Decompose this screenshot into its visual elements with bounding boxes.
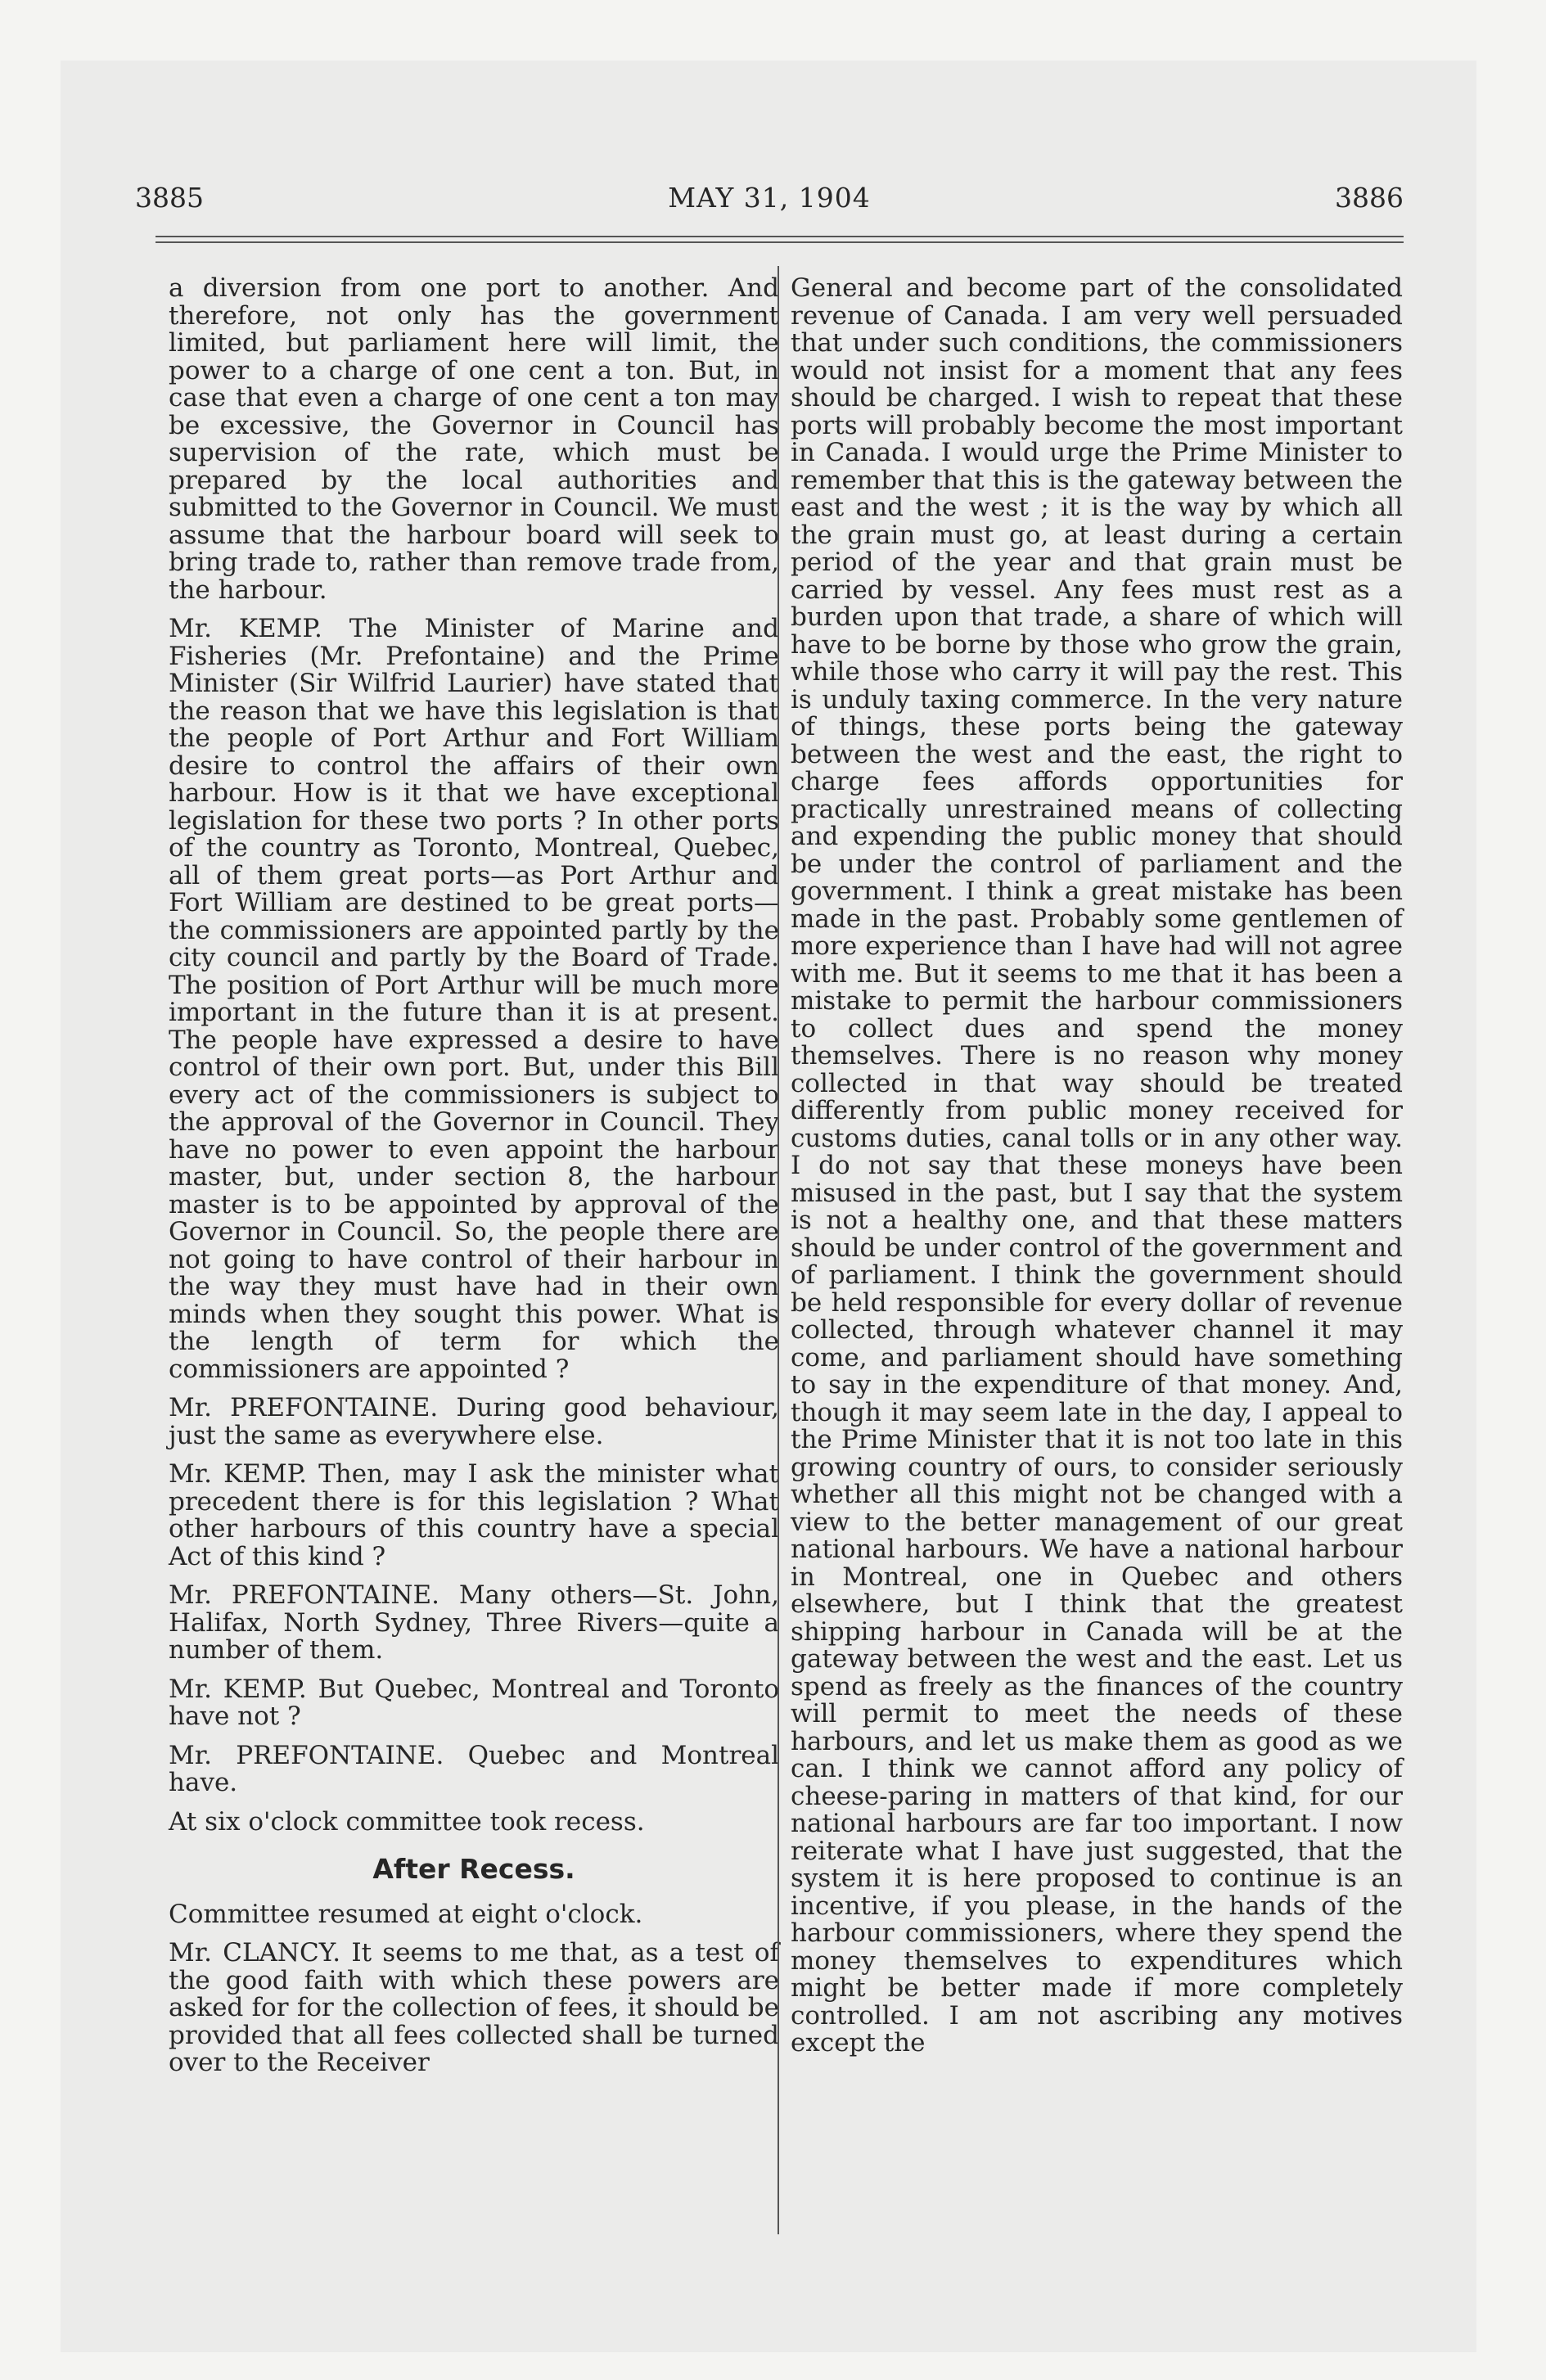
page-date: MAY 31, 1904 [668, 182, 871, 214]
paragraph: Mr. KEMP. Then, may I ask the minister what precedent there is for this legislation ? What other harbours of this country have a special Act of this kind ? [169, 1459, 779, 1571]
paragraph: Committee resumed at eight o'clock. [169, 1899, 643, 1929]
section-heading: After Recess. [372, 1853, 575, 1885]
paragraph: At six o'clock committee took recess. [169, 1806, 645, 1837]
paragraph: Mr. KEMP. The Minister of Marine and Fisheries (Mr. Prefontaine) and the Prime Minister (Sir Wilfrid Laurier) have stated that the reason that we have this legislation is that the people of Port Arthur and Fort William desire to control the affairs of their own harbour. How is it that we have exceptional legislation for these two ports ? In other ports of the country as Toronto, Montreal, Quebec, all of them great ports—as Port Arthur and Fort William are destined to be great ports—the commissioners are appointed partly by the city council and partly by the Board of Trade. The position of Port Arthur will be much more important in the future than it is at present. The people have expressed a desire to have control of their own port. But, under this Bill every act of the commissioners is subject to the approval of the Governor in Council. They have no power to even appoint the harbour master, but, under section 8, the harbour master is to be appointed by approval of the Governor in Council. So, the people there are not going to have control of their harbour in the way they must have had in their own minds when they sought this power. What is the length of term for which the commissioners are appointed ? [169, 614, 779, 1384]
right-column [791, 275, 1403, 2069]
paragraph: Mr. PREFONTAINE. Quebec and Montreal have. [169, 1740, 779, 1797]
paragraph: Mr. PREFONTAINE. Many others—St. John, Halifax, North Sydney, Three Rivers—quite a number of them. [169, 1580, 779, 1665]
page-number-left: 3885 [135, 182, 204, 214]
page-header [135, 182, 1404, 231]
paragraph: Mr. PREFONTAINE. During good behaviour, just the same as everywhere else. [169, 1393, 779, 1450]
paragraph: a diversion from one port to another. And therefore, not only has the government limited, but parliament here will limit, the power to a charge of one cent a ton. But, in case that even a charge of one cent a ton may be excessive, the Governor in Council has supervision of the rate, which must be prepared by the local authorities and submitted to the Governor in Council. We must assume that the harbour board will seek to bring trade to, rather than remove trade from, the harbour. [169, 273, 779, 605]
left-column [169, 275, 779, 2089]
paragraph: General and become part of the consolidated revenue of Canada. I am very well persuaded that under such conditions, the commissioners would not insist for a moment that any fees should be charged. I wish to repeat that these ports will probably become the most important in Canada. I would urge the Prime Minister to remember that this is the gateway between the east and the west ; it is the way by which all the grain must go, at least during a certain period of the year and that grain must be carried by vessel. Any fees must rest as a burden upon that trade, a share of which will have to be borne by those who grow the grain, while those who carry it will pay the rest. This is unduly taxing commerce. In the very nature of things, these ports being the gateway between the west and the east, the right to charge fees affords opportunities for practically unrestrained means of collecting and expending the public money that should be under the control of parliament and the government. I think a great mistake has been made in the past. Probably some gentlemen of more experience than I have had will not agree with me. But it seems to me that it has been a mistake to permit the harbour commissioners to collect dues and spend the money themselves. There is no reason why money collected in that way should be treated differently from public money received for customs duties, canal tolls or in any other way. I do not say that these moneys have been misused in the past, but I say that the system is not a healthy one, and that these matters should be under control of the government and of parliament. I think the government should be held responsible for every dollar of revenue collected, through whatever channel it may come, and parliament should have something to say in the expenditure of that money. And, though it may seem late in the day, I appeal to the Prime Minister that it is not too late in this growing country of ours, to consider seriously whether all this might not be changed with a view to the better management of our great national harbours. We have a national harbour in Montreal, one in Quebec and others elsewhere, but I think that the greatest shipping harbour in Canada will be at the gateway between the west and the east. Let us spend as freely as the finances of the country will permit to meet the needs of these harbours, and let us make them as good as we can. I think we cannot afford any policy of cheese-paring in matters of that kind, for our national harbours are far too important. I now reiterate what I have just suggested, that the system it is here proposed to continue is an incentive, if you please, in the hands of the harbour commissioners, where they spend the money themselves to expenditures which might be better made if more completely controlled. I am not ascribing any motives except the [791, 273, 1403, 2058]
paragraph: Mr. KEMP. But Quebec, Montreal and Toronto have not ? [169, 1674, 779, 1731]
header-rule [156, 236, 1404, 243]
paragraph: Mr. CLANCY. It seems to me that, as a test of the good faith with which these powers are asked for for the collection of fees, it should be provided that all fees collected shall be turned over to the Receiver [169, 1938, 779, 2077]
page-number-right: 3886 [1335, 182, 1404, 214]
column-divider [778, 266, 779, 2234]
